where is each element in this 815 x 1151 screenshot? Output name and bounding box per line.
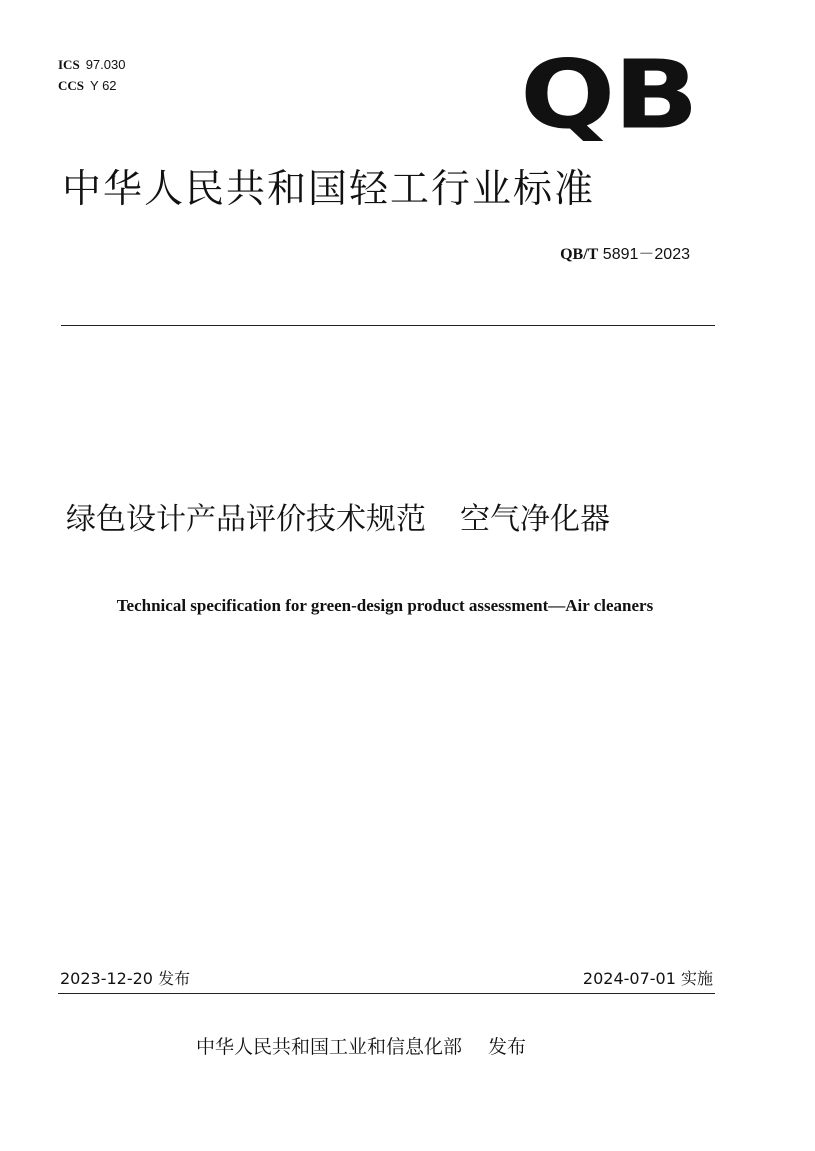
chinese-title-sub: 空气净化器: [460, 502, 610, 537]
implementation-date: 2024-07-01 实施: [582, 969, 713, 988]
chinese-title: [66, 500, 610, 540]
chinese-title-main: 绿色设计产品评价技术规范: [66, 502, 426, 537]
english-title: Technical specification for green-design product assessment—Air cleaners: [116, 596, 654, 615]
publish-action: 发布: [488, 1036, 527, 1058]
classification-codes: [58, 54, 125, 96]
issue-date: 2023-12-20 发布: [60, 969, 191, 988]
standard-prefix: QB/T: [560, 246, 599, 263]
publisher-line: [196, 1032, 526, 1059]
ics-code: 97.030: [85, 57, 126, 72]
standard-number: [560, 241, 690, 264]
standard-code: 5891－2023: [602, 246, 690, 263]
industry-standard-title: 中华人民共和国轻工行业标准: [62, 167, 596, 212]
publisher-name: 中华人民共和国工业和信息化部: [196, 1036, 463, 1058]
top-divider: [61, 325, 715, 326]
ccs-label: CCS: [58, 78, 85, 93]
ccs-code: Y 62: [90, 78, 117, 93]
qb-logo: QB: [520, 39, 697, 151]
ics-row: [58, 54, 125, 75]
ics-label: ICS: [58, 57, 80, 72]
bottom-divider: [58, 993, 715, 994]
ccs-row: [58, 75, 125, 96]
